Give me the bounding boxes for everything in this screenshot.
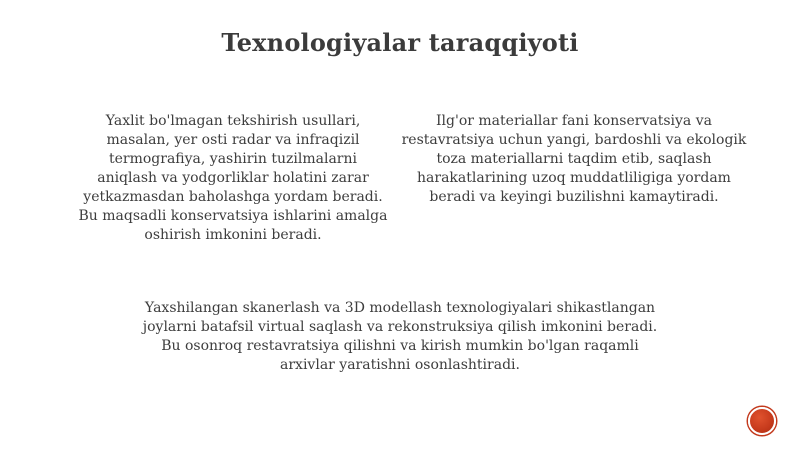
paragraph-right: Ilg'or materiallar fani konservatsiya va restavratsiya uchun yangi, bardoshli va ekologik toza materiallarni taqdim etib, saqlash harakatlarining uzoq muddatliligiga yordam beradi va keyingi buzilishni kamaytiradi. (401, 113, 747, 205)
slide-title: Texnologiyalar taraqqiyoti (221, 28, 579, 57)
paragraph-bottom: Yaxshilangan skanerlash va 3D modellash texnologiyalari shikastlangan joylarni batafsil virtual saqlash va rekonstruksiya qilish imkonini beradi. Bu osonroq restavratsiya qilishni va kirish mumkin bo'lgan raqamli arxivlar yaratishni osonlashtiradi. (142, 300, 658, 373)
circle-button-icon[interactable] (748, 407, 776, 435)
paragraph-left: Yaxlit bo'lmagan tekshirish usullari, masalan, yer osti radar va infraqizil termografiya, yashirin tuzilmalarni aniqlash va yodgorliklar holatini zarar yetkazmasdan baholashga yordam beradi. Bu maqsadli konservatsiya ishlarini amalga oshirish imkonini beradi. (78, 113, 388, 243)
